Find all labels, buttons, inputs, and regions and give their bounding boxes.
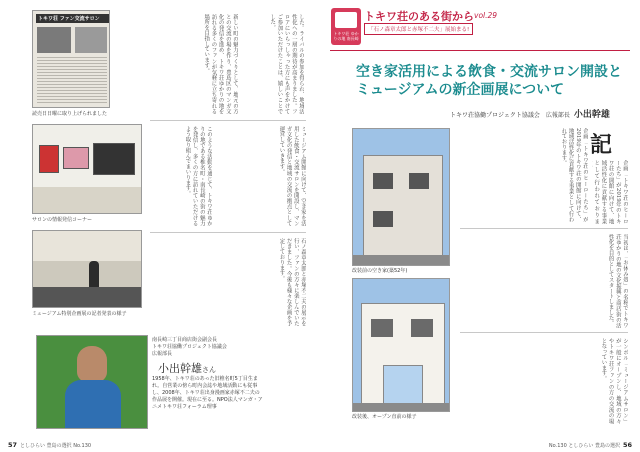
series-badge [331,8,361,45]
profile-role-line: トキワ荘協働プロジェクト協議会 [152,344,227,350]
after-renovation-photo [352,278,450,412]
left-body-column-1: した。ライバルの参加を得られ、地域活性化への一層の期待が高まりました。フロアにいらっしゃった方にも声をかけてご参加いただけたことは、嬉しいことでした。 [269,14,304,114]
right-body-column-3: シンボル「ミュージアムサロン」が一般にオープンし、地域の方々やトキワ荘ファンの方の交流の場となっています。 [600,338,628,424]
author-profile-bio: 1958年、トキワ荘のあった旧椎名町5丁目生まれ。自営業の傍ら町内会誌や地域活動にも従事し、2008年、トキワ荘出身漫画家赤塚不二夫の作品展を開催。現在に至る。NPO法人マンガ・アニメトキワ荘フォーラム理事 [152,376,263,410]
left-page-number: 57 [8,441,18,449]
left-footer [8,441,91,449]
author-name: 小出幹雄 [573,110,610,120]
title-line-2: ミュージアムの新企画展について [356,82,565,98]
caption-after-renovation: 改装後、オープン直前の様子 [352,414,417,420]
profile-role-line: 南長崎三丁目商店街会副会長 [152,337,218,343]
left-body-column-5: 石ノ森章太郎と赤塚不二夫の展示を行い、ファンの方々に楽しんでいただきました。今後も様々な企画を予定しております。 [278,238,306,326]
caption-press-conference: ミュージアム特別企画展の記者発表の様子 [32,311,127,317]
title-line-1: 空き家活用による飲食・交流サロン開設と [356,64,622,80]
caption-info-corner: サロンの情報発信コーナー [32,217,93,223]
article-marker-ki: 記 [590,132,613,158]
newspaper-clipping-image [32,10,110,108]
right-body-column-intro: 企画「トキワ荘のヒーローたち」が2019年のトキワ荘の開館に向けて、地域活性化に貢献する事業として行われておりま [593,160,628,224]
right-body-column-1: 企画「トキワ荘のヒーローたち」が2019年のトキワ荘の開館に向けて、地域活性化に貢献する事業として行われております。 [560,128,588,222]
right-footer-issue: No.130 としひらい 豊島の選択 [548,443,620,449]
caption-newspaper: 読売日日曜に取り上げられました [32,111,108,117]
right-page [320,0,640,452]
author-org: トキワ荘協働プロジェクト協議会 広報部長 [450,112,570,119]
right-page-number: 56 [622,441,632,449]
author-profile-roles [152,337,262,358]
newspaper-header: トキワ荘 ファン交流サロン [36,14,110,23]
profile-honorific: さん [202,366,216,374]
left-body-column-2: 新しい町の魅力づくりとして、地元の方との交流の場を作り、豊島区のマンガ文化の発信を進め、トキワ荘ゆかりの地を訪れる多くのファンが気軽に立ち寄れる場所を目指しています。 [203,14,238,114]
before-renovation-photo [352,128,450,266]
badge-text: トキワ荘 ゆかりの地 南長崎 [333,31,359,41]
left-body-column-3: ミュージアム開館に向けて、空き家を活用した飲食・交流サロンを開設し、マンガ文化の発信と地域の交流の拠点として運営していきます。 [278,126,306,226]
caption-before-renovation: 改装前の空き家(築52年) [352,268,408,274]
right-footer [549,441,632,449]
series-title: トキワ荘のある街から [364,10,474,23]
profile-name: 小出幹雄 [158,362,202,375]
left-footer-issue: としひらい 豊島の選択 No.130 [20,443,92,449]
left-body-column-4: このような活動を通じて、トキワ荘ゆかりの地である椎名町・南長崎の街の魅力を発信し、多くの方に訪れていただけるよう取り組んでまいります。 [184,126,212,226]
article-title [356,63,626,99]
series-subtag: 「石ノ森章太郎と赤塚不二夫」展始まる! [364,23,473,35]
author-portrait-photo [36,335,148,429]
building-icon [335,12,357,28]
right-body-column-2: 当初は、「お休み処」の名称でトキワ荘ゆかりの地の文化振興と商店街の活性化を目的としてスタートしました。 [607,234,628,328]
author-profile-name [158,360,216,376]
press-conference-photo [32,230,142,308]
article-byline [450,107,610,120]
info-corner-photo [32,124,142,214]
profile-role-line: 広報部長 [152,351,173,357]
series-volume: vol.29 [474,11,498,20]
